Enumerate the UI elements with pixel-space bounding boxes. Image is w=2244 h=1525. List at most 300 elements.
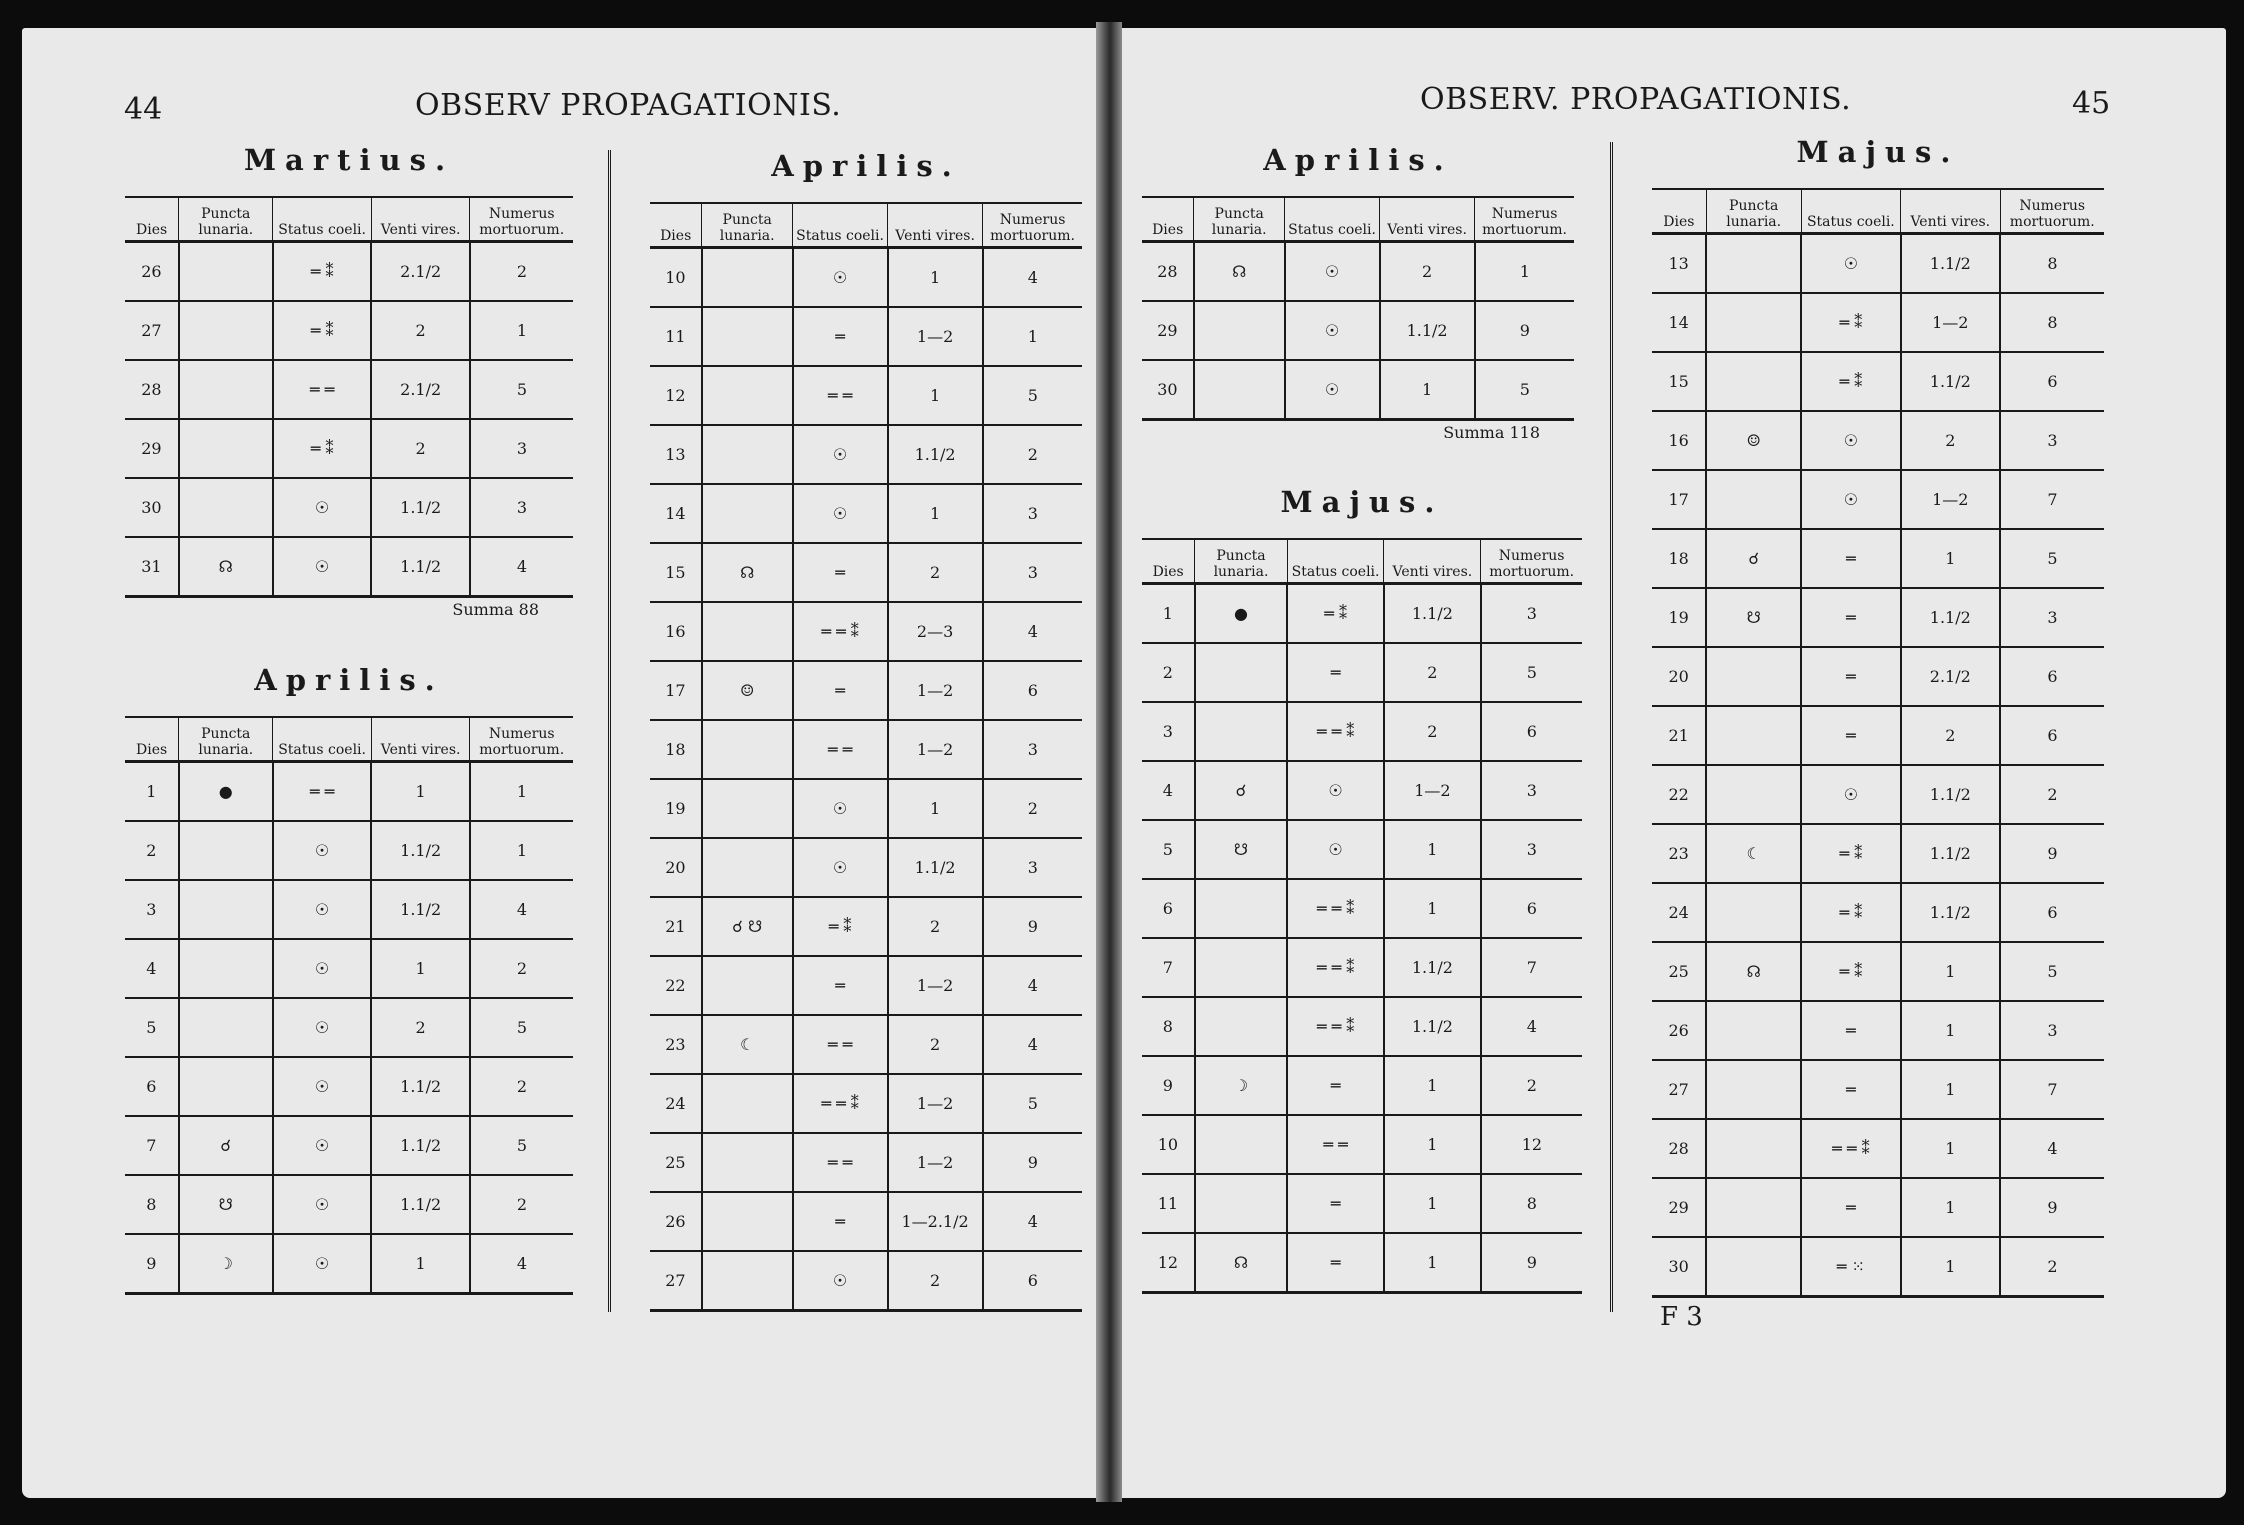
cell-puncta-lunaria: ☾ (702, 1015, 793, 1074)
cell-status-coeli: ☉ (1285, 242, 1380, 302)
cell-puncta-lunaria (179, 478, 273, 537)
cell-puncta-lunaria (1706, 352, 1801, 411)
header-numerus: Numerus mortuorum. (983, 203, 1082, 248)
cell-dies: 18 (650, 720, 702, 779)
cell-puncta-lunaria (1706, 1119, 1801, 1178)
cell-status-coeli: ═ ═ ⁑ (793, 602, 888, 661)
cell-numerus-mortuorum: 9 (1475, 301, 1574, 360)
cell-dies: 12 (650, 366, 702, 425)
cell-dies: 24 (1652, 883, 1706, 942)
cell-dies: 24 (650, 1074, 702, 1133)
cell-venti-vires: 1 (888, 484, 983, 543)
cell-status-coeli: ☉ (273, 880, 372, 939)
table-row (125, 998, 573, 1057)
table-row (1652, 470, 2104, 529)
cell-dies: 21 (650, 897, 702, 956)
table-row (650, 307, 1082, 366)
cell-venti-vires: 2 (371, 301, 470, 360)
running-head-right: OBSERV. PROPAGATIONIS. (1420, 82, 1852, 117)
observation-table (1142, 196, 1574, 421)
table-row (1652, 824, 2104, 883)
cell-puncta-lunaria: ☌ ☋ (702, 897, 793, 956)
cell-venti-vires: 1 (1901, 529, 2000, 588)
cell-venti-vires: 2.1/2 (371, 360, 470, 419)
observation-table (125, 716, 573, 1295)
cell-venti-vires: 1—2 (1901, 293, 2000, 352)
cell-venti-vires: 1.1/2 (1901, 824, 2000, 883)
cell-venti-vires: 1 (1901, 1001, 2000, 1060)
cell-status-coeli: ═ ⁑ (1801, 824, 1900, 883)
cell-status-coeli: ☉ (1801, 234, 1900, 294)
cell-dies: 27 (1652, 1060, 1706, 1119)
cell-puncta-lunaria (179, 939, 273, 998)
cell-puncta-lunaria: ☋ (1195, 820, 1287, 879)
cell-venti-vires: 2 (1901, 706, 2000, 765)
cell-numerus-mortuorum: 5 (983, 1074, 1082, 1133)
cell-puncta-lunaria: ☊ (1195, 1233, 1287, 1293)
table-row (650, 602, 1082, 661)
cell-numerus-mortuorum: 3 (983, 720, 1082, 779)
cell-puncta-lunaria (1706, 647, 1801, 706)
cell-dies: 8 (1142, 997, 1195, 1056)
cell-dies: 28 (1652, 1119, 1706, 1178)
table-row (1652, 588, 2104, 647)
cell-status-coeli: ═ ⁙ (1801, 1237, 1900, 1297)
cell-puncta-lunaria (1706, 1060, 1801, 1119)
cell-venti-vires: 1 (888, 366, 983, 425)
header-numerus: Numerus mortuorum. (2000, 189, 2104, 234)
cell-venti-vires: 1.1/2 (371, 821, 470, 880)
cell-dies: 26 (125, 242, 179, 302)
cell-status-coeli: ═ (793, 543, 888, 602)
header-dies: Dies (1652, 189, 1706, 234)
cell-status-coeli: ═ ═ ⁑ (1801, 1119, 1900, 1178)
table-row (650, 956, 1082, 1015)
cell-dies: 6 (125, 1057, 179, 1116)
cell-dies: 3 (1142, 702, 1195, 761)
table-row (1652, 411, 2104, 470)
cell-venti-vires: 1.1/2 (1380, 301, 1475, 360)
header-numerus: Numerus mortuorum. (1481, 539, 1582, 584)
cell-numerus-mortuorum: 6 (1481, 702, 1582, 761)
table-row (650, 1133, 1082, 1192)
cell-dies: 27 (125, 301, 179, 360)
cell-dies: 25 (650, 1133, 702, 1192)
cell-numerus-mortuorum: 12 (1481, 1115, 1582, 1174)
cell-puncta-lunaria: ☾ (1706, 824, 1801, 883)
table-row (1652, 1060, 2104, 1119)
cell-dies: 4 (1142, 761, 1195, 820)
table-row (650, 366, 1082, 425)
cell-dies: 11 (1142, 1174, 1195, 1233)
cell-venti-vires: 1.1/2 (1901, 234, 2000, 294)
cell-status-coeli: ═ ═ ⁑ (793, 1074, 888, 1133)
column-divider-left (608, 150, 611, 1312)
header-status: Status coeli. (1801, 189, 1900, 234)
cell-puncta-lunaria: ☊ (1194, 242, 1285, 302)
cell-numerus-mortuorum: 5 (1481, 643, 1582, 702)
cell-venti-vires: 1.1/2 (1901, 883, 2000, 942)
cell-status-coeli: ═ ═ (1287, 1115, 1384, 1174)
cell-dies: 5 (125, 998, 179, 1057)
cell-numerus-mortuorum: 5 (2000, 942, 2104, 1001)
header-numerus: Numerus mortuorum. (1475, 197, 1574, 242)
cell-venti-vires: 1—2 (888, 720, 983, 779)
cell-numerus-mortuorum: 4 (983, 956, 1082, 1015)
table-row (1652, 765, 2104, 824)
cell-venti-vires: 2 (888, 543, 983, 602)
table-row (1652, 1001, 2104, 1060)
cell-status-coeli: ☉ (273, 821, 372, 880)
cell-venti-vires: 1—2 (1901, 470, 2000, 529)
cell-status-coeli: ═ (1801, 1001, 1900, 1060)
cell-numerus-mortuorum: 4 (470, 880, 573, 939)
cell-numerus-mortuorum: 3 (2000, 411, 2104, 470)
table-row (650, 720, 1082, 779)
cell-puncta-lunaria (702, 1192, 793, 1251)
header-venti: Venti vires. (1901, 189, 2000, 234)
cell-venti-vires: 1—2 (888, 661, 983, 720)
cell-dies: 29 (1142, 301, 1194, 360)
cell-status-coeli: ═ (1287, 1174, 1384, 1233)
cell-status-coeli: ☉ (273, 939, 372, 998)
cell-venti-vires: 2 (371, 998, 470, 1057)
cell-numerus-mortuorum: 4 (983, 248, 1082, 308)
cell-puncta-lunaria: ☋ (1706, 588, 1801, 647)
cell-puncta-lunaria (702, 1074, 793, 1133)
cell-venti-vires: 2.1/2 (1901, 647, 2000, 706)
cell-numerus-mortuorum: 3 (470, 419, 573, 478)
cell-dies: 23 (1652, 824, 1706, 883)
cell-venti-vires: 2 (1384, 643, 1481, 702)
cell-venti-vires: 1.1/2 (371, 537, 470, 597)
cell-numerus-mortuorum: 3 (2000, 588, 2104, 647)
header-dies: Dies (125, 197, 179, 242)
cell-dies: 30 (1652, 1237, 1706, 1297)
cell-numerus-mortuorum: 6 (1481, 879, 1582, 938)
cell-puncta-lunaria (702, 307, 793, 366)
cell-status-coeli: ═ ═ (273, 762, 372, 822)
cell-numerus-mortuorum: 2 (2000, 1237, 2104, 1297)
table-row (1652, 234, 2104, 294)
cell-numerus-mortuorum: 2 (470, 1175, 573, 1234)
cell-dies: 15 (650, 543, 702, 602)
cell-numerus-mortuorum: 3 (2000, 1001, 2104, 1060)
cell-numerus-mortuorum: 3 (1481, 584, 1582, 644)
observation-table (1142, 538, 1582, 1294)
table-row (650, 838, 1082, 897)
cell-puncta-lunaria (1706, 883, 1801, 942)
cell-dies: 16 (650, 602, 702, 661)
cell-venti-vires: 1 (1901, 1178, 2000, 1237)
cell-venti-vires: 1.1/2 (888, 425, 983, 484)
cell-puncta-lunaria (179, 360, 273, 419)
cell-status-coeli: ☉ (1801, 411, 1900, 470)
table-row (1142, 1233, 1582, 1293)
cell-venti-vires: 1—2 (888, 1074, 983, 1133)
cell-venti-vires: 1.1/2 (371, 1116, 470, 1175)
cell-numerus-mortuorum: 6 (2000, 352, 2104, 411)
header-venti: Venti vires. (371, 197, 470, 242)
cell-numerus-mortuorum: 4 (983, 602, 1082, 661)
signature-mark: F 3 (1660, 1302, 1703, 1332)
cell-puncta-lunaria (1195, 879, 1287, 938)
cell-dies: 2 (125, 821, 179, 880)
cell-puncta-lunaria: ● (1195, 584, 1287, 644)
column-divider-right (1610, 142, 1613, 1312)
cell-numerus-mortuorum: 4 (2000, 1119, 2104, 1178)
table-row (1142, 702, 1582, 761)
table-row (1142, 584, 1582, 644)
cell-status-coeli: ☉ (793, 838, 888, 897)
cell-status-coeli: ☉ (793, 248, 888, 308)
cell-venti-vires: 2 (888, 897, 983, 956)
table-row (1652, 352, 2104, 411)
running-head-left: OBSERV PROPAGATIONIS. (415, 88, 842, 123)
table-row (650, 1074, 1082, 1133)
cell-numerus-mortuorum: 3 (1481, 820, 1582, 879)
cell-numerus-mortuorum: 2 (470, 1057, 573, 1116)
cell-status-coeli: ═ ═ (793, 1133, 888, 1192)
cell-puncta-lunaria: ☽ (1195, 1056, 1287, 1115)
month-title: Martius. (243, 143, 455, 177)
month-title: Aprilis. (771, 149, 961, 183)
cell-status-coeli: ═ ⁑ (1801, 352, 1900, 411)
cell-dies: 3 (125, 880, 179, 939)
cell-venti-vires: 2 (1901, 411, 2000, 470)
cell-venti-vires: 1—2 (1384, 761, 1481, 820)
cell-dies: 22 (650, 956, 702, 1015)
observation-table (1652, 188, 2104, 1298)
cell-venti-vires: 1 (1384, 820, 1481, 879)
table-row (125, 301, 573, 360)
cell-venti-vires: 1.1/2 (888, 838, 983, 897)
cell-status-coeli: ☉ (273, 537, 372, 597)
cell-puncta-lunaria (179, 242, 273, 302)
cell-numerus-mortuorum: 3 (983, 838, 1082, 897)
cell-puncta-lunaria (1194, 360, 1285, 420)
cell-numerus-mortuorum: 1 (470, 301, 573, 360)
cell-numerus-mortuorum: 2 (983, 425, 1082, 484)
cell-venti-vires: 1 (371, 762, 470, 822)
cell-status-coeli: ═ ⁑ (273, 419, 372, 478)
cell-puncta-lunaria (702, 366, 793, 425)
cell-dies: 1 (125, 762, 179, 822)
cell-status-coeli: ═ ⁑ (793, 897, 888, 956)
table-row (125, 821, 573, 880)
cell-puncta-lunaria: ☺ (1706, 411, 1801, 470)
cell-puncta-lunaria (1706, 234, 1801, 294)
table-row (650, 1251, 1082, 1311)
header-dies: Dies (650, 203, 702, 248)
cell-dies: 19 (650, 779, 702, 838)
cell-numerus-mortuorum: 6 (983, 1251, 1082, 1311)
cell-puncta-lunaria (702, 720, 793, 779)
table-row (1142, 879, 1582, 938)
cell-status-coeli: ☉ (1801, 470, 1900, 529)
cell-status-coeli: ═ ⁑ (273, 242, 372, 302)
cell-dies: 25 (1652, 942, 1706, 1001)
cell-venti-vires: 1.1/2 (1384, 584, 1481, 644)
header-puncta: Puncta lunaria. (702, 203, 793, 248)
month-title: Aprilis. (254, 663, 444, 697)
cell-venti-vires: 1 (1380, 360, 1475, 420)
cell-dies: 13 (1652, 234, 1706, 294)
table-row (1142, 242, 1574, 302)
cell-puncta-lunaria: ☊ (179, 537, 273, 597)
cell-dies: 7 (1142, 938, 1195, 997)
cell-numerus-mortuorum: 9 (1481, 1233, 1582, 1293)
cell-numerus-mortuorum: 3 (1481, 761, 1582, 820)
cell-venti-vires: 1.1/2 (1384, 997, 1481, 1056)
cell-numerus-mortuorum: 5 (983, 366, 1082, 425)
cell-numerus-mortuorum: 4 (470, 1234, 573, 1294)
cell-status-coeli: ═ (1801, 1060, 1900, 1119)
cell-puncta-lunaria (1706, 470, 1801, 529)
cell-dies: 21 (1652, 706, 1706, 765)
header-venti: Venti vires. (1380, 197, 1475, 242)
cell-puncta-lunaria (179, 998, 273, 1057)
cell-dies: 5 (1142, 820, 1195, 879)
cell-puncta-lunaria (1195, 1174, 1287, 1233)
cell-puncta-lunaria (1706, 706, 1801, 765)
cell-status-coeli: ☉ (273, 1175, 372, 1234)
header-puncta: Puncta lunaria. (1194, 197, 1285, 242)
cell-puncta-lunaria: ☋ (179, 1175, 273, 1234)
header-dies: Dies (1142, 539, 1195, 584)
header-puncta: Puncta lunaria. (179, 197, 273, 242)
cell-venti-vires: 1 (888, 779, 983, 838)
table-row (650, 425, 1082, 484)
table-row (1142, 1115, 1582, 1174)
observation-table (125, 196, 573, 598)
cell-venti-vires: 2 (1380, 242, 1475, 302)
cell-status-coeli: ═ (793, 307, 888, 366)
header-numerus: Numerus mortuorum. (470, 717, 573, 762)
cell-numerus-mortuorum: 9 (2000, 824, 2104, 883)
cell-numerus-mortuorum: 1 (1475, 242, 1574, 302)
table-row (125, 478, 573, 537)
cell-venti-vires: 2 (888, 1015, 983, 1074)
table-row (125, 537, 573, 597)
cell-status-coeli: ═ ═ (793, 720, 888, 779)
cell-puncta-lunaria (1195, 643, 1287, 702)
header-status: Status coeli. (793, 203, 888, 248)
cell-venti-vires: 1.1/2 (1901, 588, 2000, 647)
cell-puncta-lunaria (1195, 938, 1287, 997)
cell-dies: 23 (650, 1015, 702, 1074)
cell-dies: 14 (650, 484, 702, 543)
header-venti: Venti vires. (371, 717, 470, 762)
cell-status-coeli: ═ ═ ⁑ (1287, 997, 1384, 1056)
table-row (1142, 820, 1582, 879)
table-row (125, 762, 573, 822)
summa: Summa 88 (452, 600, 539, 619)
cell-venti-vires: 1 (1901, 942, 2000, 1001)
cell-venti-vires: 2 (888, 1251, 983, 1311)
table-row (650, 661, 1082, 720)
header-dies: Dies (125, 717, 179, 762)
table-row (1142, 1174, 1582, 1233)
cell-puncta-lunaria: ☌ (179, 1116, 273, 1175)
cell-status-coeli: ═ (793, 1192, 888, 1251)
cell-numerus-mortuorum: 6 (2000, 706, 2104, 765)
cell-dies: 8 (125, 1175, 179, 1234)
cell-numerus-mortuorum: 2 (983, 779, 1082, 838)
table-row (125, 1234, 573, 1294)
cell-dies: 6 (1142, 879, 1195, 938)
cell-status-coeli: ═ ═ ⁑ (1287, 879, 1384, 938)
cell-puncta-lunaria (1195, 997, 1287, 1056)
table-row (1142, 360, 1574, 420)
cell-dies: 7 (125, 1116, 179, 1175)
cell-puncta-lunaria (1706, 1178, 1801, 1237)
cell-venti-vires: 1—2 (888, 307, 983, 366)
cell-status-coeli: ☉ (273, 478, 372, 537)
cell-status-coeli: ═ (1287, 1056, 1384, 1115)
cell-status-coeli: ☉ (1287, 820, 1384, 879)
cell-dies: 31 (125, 537, 179, 597)
table-row (125, 1175, 573, 1234)
cell-status-coeli: ☉ (793, 779, 888, 838)
cell-status-coeli: ═ (1801, 706, 1900, 765)
cell-dies: 9 (125, 1234, 179, 1294)
cell-numerus-mortuorum: 8 (1481, 1174, 1582, 1233)
cell-numerus-mortuorum: 2 (2000, 765, 2104, 824)
cell-puncta-lunaria (1194, 301, 1285, 360)
cell-puncta-lunaria (702, 956, 793, 1015)
cell-status-coeli: ═ ⁑ (1801, 883, 1900, 942)
header-status: Status coeli. (273, 197, 372, 242)
page-number-left: 44 (124, 92, 163, 127)
cell-dies: 2 (1142, 643, 1195, 702)
cell-venti-vires: 1.1/2 (371, 478, 470, 537)
header-status: Status coeli. (1285, 197, 1380, 242)
cell-numerus-mortuorum: 5 (470, 1116, 573, 1175)
cell-numerus-mortuorum: 6 (2000, 883, 2104, 942)
header-status: Status coeli. (273, 717, 372, 762)
cell-status-coeli: ☉ (273, 1234, 372, 1294)
table-row (1652, 647, 2104, 706)
cell-venti-vires: 2.1/2 (371, 242, 470, 302)
table-row (1652, 293, 2104, 352)
cell-puncta-lunaria (1195, 702, 1287, 761)
cell-dies: 29 (1652, 1178, 1706, 1237)
table-majus-2 (1652, 132, 2104, 1298)
cell-dies: 28 (125, 360, 179, 419)
table-row (125, 360, 573, 419)
table-martius (125, 140, 573, 622)
cell-venti-vires: 1 (1384, 1115, 1481, 1174)
cell-venti-vires: 1 (371, 1234, 470, 1294)
cell-dies: 30 (1142, 360, 1194, 420)
cell-status-coeli: ═ ⁑ (273, 301, 372, 360)
cell-venti-vires: 1.1/2 (371, 880, 470, 939)
cell-venti-vires: 2 (371, 419, 470, 478)
cell-status-coeli: ☉ (273, 1057, 372, 1116)
cell-dies: 15 (1652, 352, 1706, 411)
cell-status-coeli: ☉ (1285, 301, 1380, 360)
cell-puncta-lunaria: ☌ (1195, 761, 1287, 820)
cell-numerus-mortuorum: 5 (470, 360, 573, 419)
cell-numerus-mortuorum: 9 (983, 1133, 1082, 1192)
book-gutter (1096, 22, 1122, 1502)
cell-numerus-mortuorum: 8 (2000, 234, 2104, 294)
cell-numerus-mortuorum: 9 (2000, 1178, 2104, 1237)
cell-numerus-mortuorum: 1 (470, 762, 573, 822)
cell-numerus-mortuorum: 6 (2000, 647, 2104, 706)
cell-puncta-lunaria (702, 602, 793, 661)
